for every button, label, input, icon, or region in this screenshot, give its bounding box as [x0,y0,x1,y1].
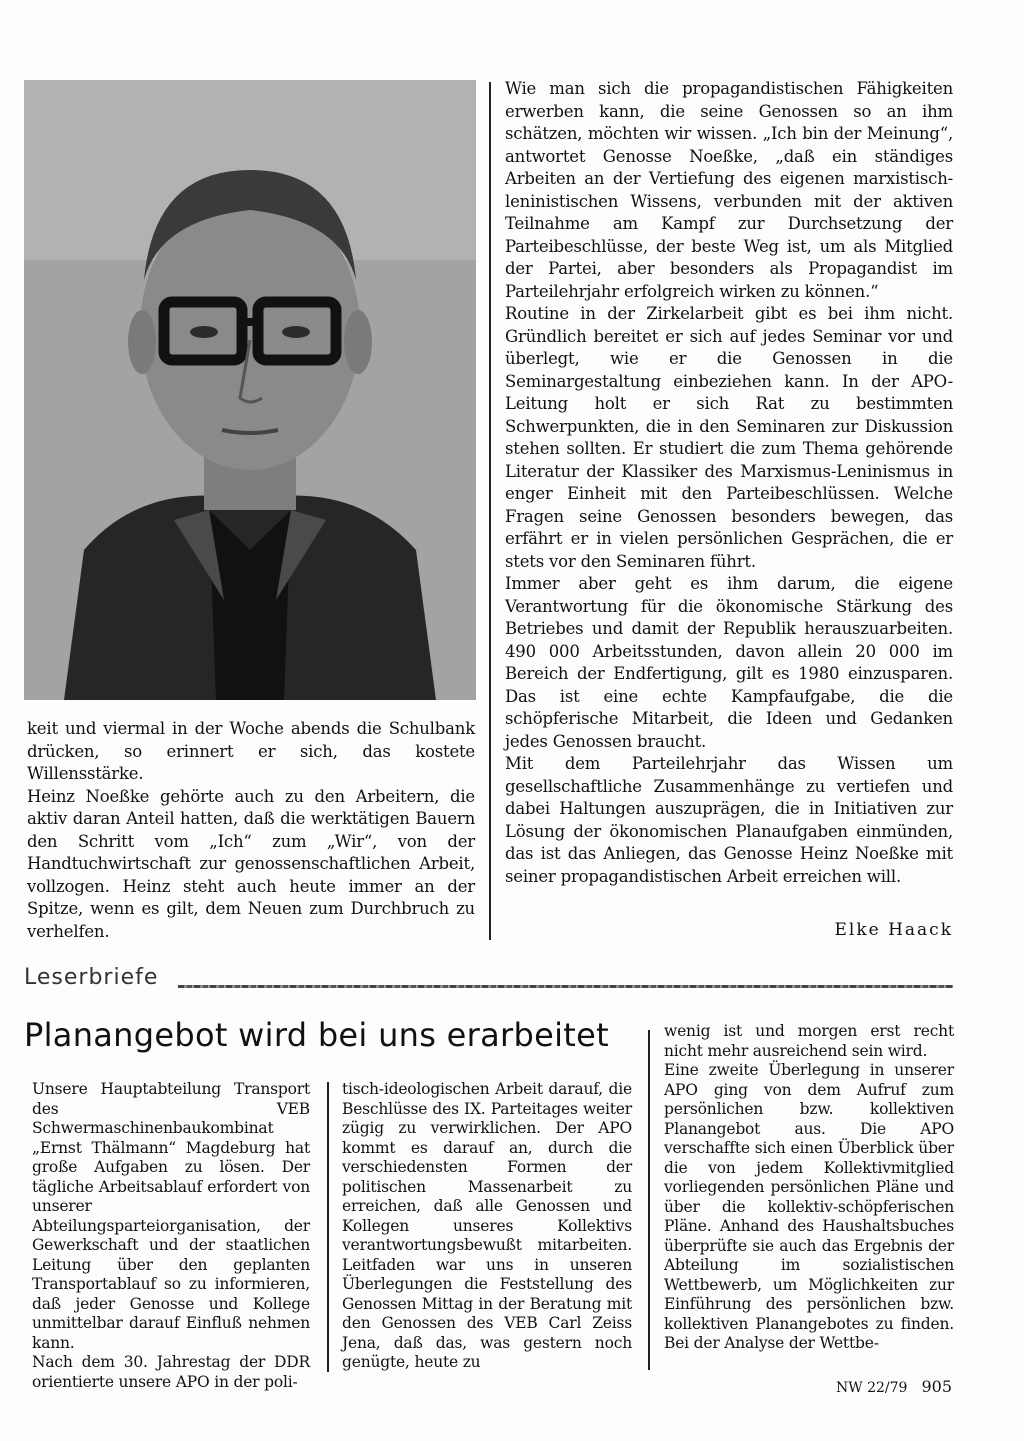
letter-column-2 [342,1080,632,1373]
author-signature: Elke Haack [834,920,953,940]
article-paragraph: Immer aber geht es ihm darum, die eigene Verantwortung für die ökonomische Stärkung des Betriebes und damit der Republik herauszuarbeiten. 490 000 Arbeitsstunden, davon allein 20 000 im Bereich der Endfertigung, gilt es 1980 einzusparen. Das ist eine echte Kampfaufgabe, die die schöpferische Mitarbeit, die Ideen und Gedanken jedes Genossen braucht. [505,574,953,751]
article-right-column [505,78,953,888]
letter-column-1 [32,1080,310,1392]
letter-paragraph: Nach dem 30. Jahrestag der DDR orientierte unsere APO in der poli- [32,1353,310,1391]
letter-paragraph: Unsere Hauptabteilung Transport des VEB Schwermaschinenbaukombinat „Ernst Thälmann“ Magdeburg hat große Aufgaben zu lösen. Der tägliche Arbeitsablauf erfordert von unserer Abteilungsparteiorganisation, der Gewerkschaft und der staatlichen Leitung über den geplanten Transportablauf so zu informieren, daß jeder Genosse und Kollege unmittelbar darauf Einfluß nehmen kann. [32,1080,310,1352]
letter-paragraph: wenig ist und morgen erst recht nicht mehr ausreichend sein wird. [664,1022,954,1060]
issue-number: NW 22/79 [836,1380,908,1396]
section-label: Leserbriefe [24,965,159,990]
section-rule [178,985,953,988]
page-number: 905 [921,1377,952,1396]
article-left-column [27,718,475,943]
column-divider [648,1030,650,1370]
article-paragraph: Heinz Noeßke gehörte auch zu den Arbeitern, die aktiv daran Anteil hatten, daß die werktätigen Bauern den Schritt vom „Ich“ zum „Wir“, von der Handtuchwirtschaft zur genossenschaftlichen Arbeit, vollzogen. Heinz steht auch heute immer an der Spitze, wenn es gilt, dem Neuen zum Durchbruch zu verhelfen. [27,786,475,941]
letter-headline: Planangebot wird bei uns erarbeitet [24,1016,609,1054]
column-divider [489,82,491,940]
portrait-photo [24,80,476,700]
column-divider [327,1082,329,1372]
letter-column-3 [664,1022,954,1354]
page-footer [800,1377,952,1396]
letter-paragraph: Eine zweite Überlegung in unserer APO ging von dem Aufruf zum persönlichen bzw. kollektiven Planangebot aus. Die APO verschaffte sich einen Überblick über die von jedem Kollektivmitglied vorliegenden persönlichen Pläne und über die kollektiv-schöpferischen Pläne. Anhand des Haushaltsbuches überprüfte sie auch das Ergebnis der Abteilung im sozialistischen Wettbewerb, um Möglichkeiten zur Einführung des persönlichen bzw. kollektiven Planangebotes zu finden. Bei der Analyse der Wettbe- [664,1061,954,1352]
letter-paragraph: tisch-ideologischen Arbeit darauf, die Beschlüsse des IX. Parteitages weiter zügig zu verwirklichen. Der APO kommt es darauf an, durch die verschiedensten Formen der politischen Massenarbeit zu erreichen, daß alle Genossen und Kollegen unseres Kollektivs verantwortungsbewußt mitarbeiten. Leitfaden war uns in unseren Überlegungen die Feststellung des Genossen Mittag in der Beratung mit den Genossen des VEB Carl Zeiss Jena, daß das, was gestern noch genügte, heute zu [342,1080,632,1371]
article-paragraph: Mit dem Parteilehrjahr das Wissen um gesellschaftliche Zusammenhänge zu vertiefen und dabei Haltungen auszuprägen, die in Initiativen zur Lösung der ökonomischen Planaufgaben einmünden, das ist das Anliegen, das Genosse Heinz Noeßke mit seiner propagandistischen Arbeit erreichen will. [505,754,953,886]
article-paragraph: Routine in der Zirkelarbeit gibt es bei ihm nicht. Gründlich bereitet er sich auf jedes Seminar vor und überlegt, wie er die Genossen in die Seminargestaltung einbeziehen kann. In der APO-Leitung holt er sich Rat zu bestimmten Schwerpunkten, die in den Seminaren zur Diskussion stehen sollten. Er studiert die zum Thema gehörende Literatur der Klassiker des Marxismus-Leninismus in enger Einheit mit den Parteibeschlüssen. Welche Fragen seine Genossen besonders bewegen, das erfährt er in vielen persönlichen Gesprächen, die er stets vor den Seminaren führt. [505,304,953,571]
article-paragraph: Wie man sich die propagandistischen Fähigkeiten erwerben kann, die seine Genossen so an ihm schätzen, möchten wir wissen. „Ich bin der Meinung“, antwortet Genosse Noeßke, „daß ein ständiges Arbeiten an der Vertiefung des eigenen marxistisch-leninistischen Wissens, verbunden mit der aktiven Teilnahme am Kampf zur Durchsetzung der Parteibeschlüsse, der beste Weg ist, um als Mitglied der Partei, aber besonders als Propagandist im Parteilehrjahr erfolgreich wirken zu können.“ [505,79,953,301]
article-paragraph: keit und viermal in der Woche abends die Schulbank drücken, so erinnert er sich, das kostete Willensstärke. [27,719,475,783]
